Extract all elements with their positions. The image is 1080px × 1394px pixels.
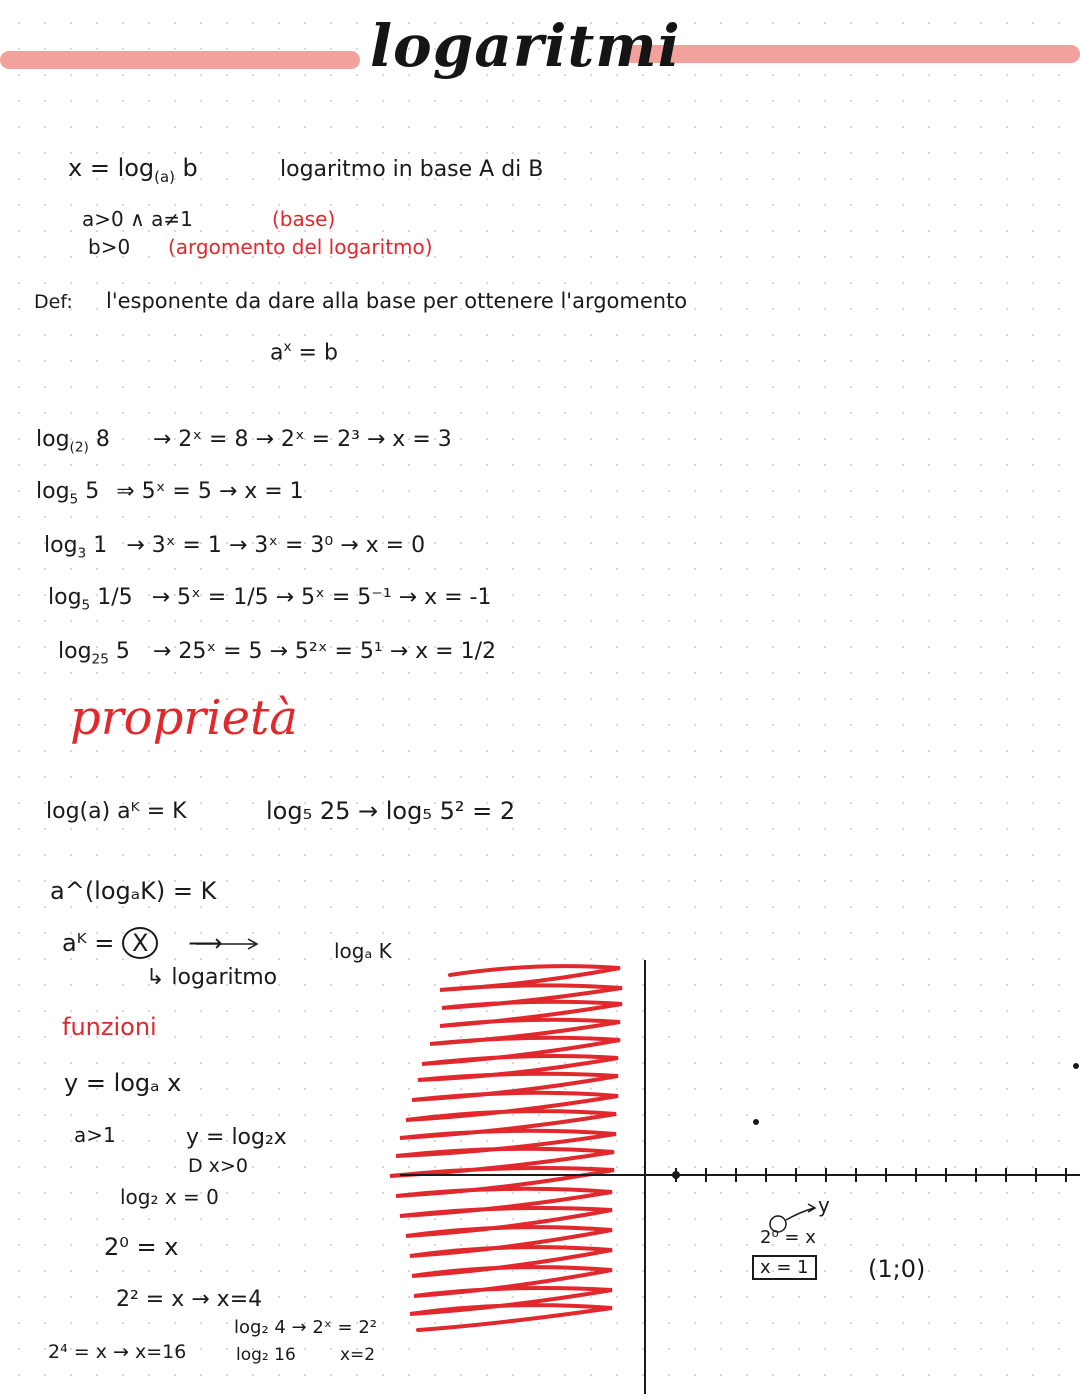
example-row: $\log_3 1$ → 3ˣ = 1 → 3ˣ = 3⁰ → x = 0	[44, 533, 426, 562]
function-step-2: 2⁰ = x	[104, 1233, 179, 1261]
example-row: $\log_5 1/5$ → 5ˣ = 1/5 → 5ˣ = 5⁻¹ → x = -1	[48, 585, 492, 614]
example-row: $\log_{(2)} 8$ → 2ˣ = 8 → 2ˣ = 2³ → x = 3	[36, 427, 452, 456]
graph-dot	[753, 1119, 759, 1125]
function-domain: D x>0	[188, 1155, 248, 1177]
properties-title: proprietà	[70, 690, 298, 746]
origin-dot	[672, 1171, 680, 1179]
arrow-to-x	[196, 939, 257, 949]
argument-condition: b>0	[88, 235, 131, 259]
function-specific: y = log₂x	[186, 1125, 287, 1150]
property-exponent-circled: aᴷ = X ⟶	[62, 929, 223, 957]
function-condition: a>1	[74, 1123, 116, 1147]
graph-note-arrow	[770, 1204, 815, 1232]
example-row: $\log_{25} 5$ → 25ˣ = 5 → 5²ˣ = 5¹ → x = 1/2	[58, 639, 496, 668]
graph-point-label: (1;0)	[868, 1255, 926, 1283]
graph-note-exp: 2⁰ = x	[760, 1227, 816, 1248]
base-condition-label: (base)	[272, 207, 336, 231]
argument-condition-label: (argomento del logaritmo)	[168, 235, 433, 259]
function-step-5a: log₂ 4 → 2ˣ = 2²	[234, 1317, 377, 1338]
base-condition: a>0 ∧ a≠1	[82, 207, 193, 231]
function-general: y = logₐ x	[64, 1069, 182, 1097]
def-formula: $a^x = b$	[270, 339, 338, 366]
property-power-of-log: a^(logₐK) = K	[50, 877, 217, 905]
circled-x: X	[122, 927, 158, 959]
function-step-4: 2⁴ = x → x=16	[48, 1341, 187, 1363]
function-step-1: log₂ x = 0	[120, 1185, 219, 1209]
page-title: logaritmi	[370, 12, 681, 80]
property-example: log₅ 25 → log₅ 5² = 2	[266, 797, 516, 825]
property-result: logₐ K	[334, 939, 392, 963]
log-definition-formula: $x = \log_{(a)} b$	[68, 154, 198, 186]
graph-dot-edge	[1073, 1063, 1079, 1069]
property-log-of-power: log(a) aᴷ = K	[46, 799, 187, 824]
graph-note-y: y	[818, 1193, 830, 1217]
log-definition-description: logaritmo in base A di B	[280, 157, 544, 182]
graph-boxed-answer: x = 1	[752, 1258, 817, 1278]
graph-axes	[400, 960, 1080, 1394]
def-label: Def:	[34, 291, 73, 313]
example-row: $\log_5 5$ ⇒ 5ˣ = 5 → x = 1	[36, 479, 304, 508]
def-text: l'esponente da dare alla base per ottenere l'argomento	[106, 289, 688, 313]
function-step-5c: x=2	[340, 1345, 376, 1365]
red-scribble	[390, 966, 622, 1330]
function-step-3: 2² = x → x=4	[116, 1287, 263, 1312]
function-step-5b: log₂ 16	[236, 1345, 296, 1365]
logarithm-note: ↳ logaritmo	[146, 965, 278, 990]
functions-title: funzioni	[62, 1013, 157, 1041]
